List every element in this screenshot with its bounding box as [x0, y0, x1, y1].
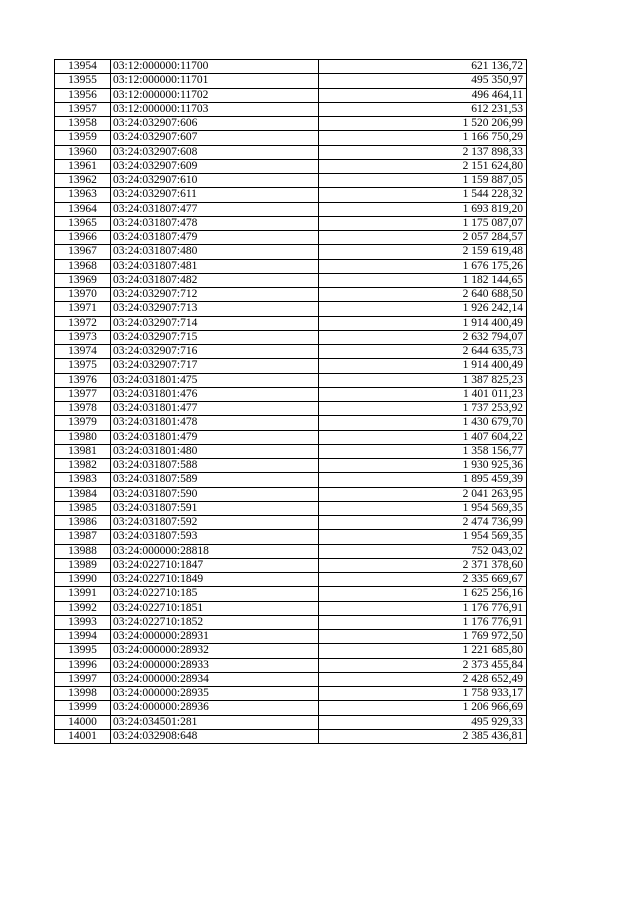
cadastral-number-cell: 03:24:000000:28935: [111, 687, 319, 701]
table-row: [55, 330, 527, 344]
row-number-cell: 13967: [55, 245, 111, 259]
value-cell: 1 758 933,17: [319, 687, 527, 701]
cadastral-number-cell: 03:24:032907:606: [111, 117, 319, 131]
value-cell: 1 166 750,29: [319, 131, 527, 145]
cadastral-number-cell: 03:24:031801:480: [111, 444, 319, 458]
value-cell: 1 769 972,50: [319, 630, 527, 644]
cadastral-number-cell: 03:24:000000:28933: [111, 658, 319, 672]
row-number-cell: 14000: [55, 715, 111, 729]
cadastral-number-cell: 03:24:032907:607: [111, 131, 319, 145]
cadastral-number-cell: 03:24:032907:610: [111, 174, 319, 188]
table-row: [55, 715, 527, 729]
table-row: [55, 60, 527, 74]
table-row: [55, 345, 527, 359]
value-cell: 1 407 604,22: [319, 430, 527, 444]
table-row: [55, 672, 527, 686]
row-number-cell: 13956: [55, 88, 111, 102]
table-row: [55, 259, 527, 273]
cadastral-number-cell: 03:24:031807:592: [111, 516, 319, 530]
cadastral-number-cell: 03:24:031801:477: [111, 402, 319, 416]
cadastral-number-cell: 03:24:032907:715: [111, 330, 319, 344]
table-row: [55, 473, 527, 487]
value-cell: 1 175 087,07: [319, 216, 527, 230]
value-cell: 1 358 156,77: [319, 444, 527, 458]
row-number-cell: 14001: [55, 729, 111, 743]
value-cell: 1 182 144,65: [319, 273, 527, 287]
row-number-cell: 13979: [55, 416, 111, 430]
row-number-cell: 13970: [55, 288, 111, 302]
table-row: [55, 245, 527, 259]
table-row: [55, 131, 527, 145]
row-number-cell: 13980: [55, 430, 111, 444]
table-row: [55, 316, 527, 330]
row-number-cell: 13965: [55, 216, 111, 230]
data-table: [54, 59, 527, 744]
row-number-cell: 13994: [55, 630, 111, 644]
value-cell: 1 544 228,32: [319, 188, 527, 202]
table-row: [55, 601, 527, 615]
table-row: [55, 530, 527, 544]
table-row: [55, 288, 527, 302]
table-row: [55, 573, 527, 587]
table-row: [55, 644, 527, 658]
value-cell: 1 737 253,92: [319, 402, 527, 416]
cadastral-number-cell: 03:24:034501:281: [111, 715, 319, 729]
table-row: [55, 658, 527, 672]
cadastral-number-cell: 03:24:031807:589: [111, 473, 319, 487]
value-cell: 2 371 378,60: [319, 558, 527, 572]
table-row: [55, 444, 527, 458]
value-cell: 1 176 776,91: [319, 615, 527, 629]
cadastral-number-cell: 03:24:031807:588: [111, 459, 319, 473]
cadastral-number-cell: 03:24:032907:608: [111, 145, 319, 159]
cadastral-number-cell: 03:24:031807:591: [111, 501, 319, 515]
cadastral-number-cell: 03:12:000000:11703: [111, 102, 319, 116]
table-row: [55, 74, 527, 88]
row-number-cell: 13999: [55, 701, 111, 715]
value-cell: 495 350,97: [319, 74, 527, 88]
value-cell: 1 176 776,91: [319, 601, 527, 615]
row-number-cell: 13962: [55, 174, 111, 188]
cadastral-number-cell: 03:12:000000:11700: [111, 60, 319, 74]
cadastral-number-cell: 03:24:000000:28818: [111, 544, 319, 558]
value-cell: 1 206 966,69: [319, 701, 527, 715]
table-row: [55, 373, 527, 387]
row-number-cell: 13958: [55, 117, 111, 131]
cadastral-number-cell: 03:24:000000:28931: [111, 630, 319, 644]
row-number-cell: 13972: [55, 316, 111, 330]
cadastral-number-cell: 03:24:031807:480: [111, 245, 319, 259]
value-cell: 2 474 736,99: [319, 516, 527, 530]
cadastral-number-cell: 03:24:032907:716: [111, 345, 319, 359]
table-row: [55, 88, 527, 102]
cadastral-number-cell: 03:24:032907:714: [111, 316, 319, 330]
table-row: [55, 416, 527, 430]
row-number-cell: 13961: [55, 159, 111, 173]
table-row: [55, 516, 527, 530]
table-row: [55, 273, 527, 287]
cadastral-number-cell: 03:24:032907:717: [111, 359, 319, 373]
value-cell: 1 625 256,16: [319, 587, 527, 601]
row-number-cell: 13989: [55, 558, 111, 572]
row-number-cell: 13968: [55, 259, 111, 273]
value-cell: 1 895 459,39: [319, 473, 527, 487]
table-row: [55, 188, 527, 202]
table-row: [55, 487, 527, 501]
table-row: [55, 544, 527, 558]
row-number-cell: 13963: [55, 188, 111, 202]
row-number-cell: 13955: [55, 74, 111, 88]
cadastral-number-cell: 03:12:000000:11702: [111, 88, 319, 102]
row-number-cell: 13960: [55, 145, 111, 159]
row-number-cell: 13993: [55, 615, 111, 629]
row-number-cell: 13985: [55, 501, 111, 515]
cadastral-number-cell: 03:24:022710:1852: [111, 615, 319, 629]
table-row: [55, 359, 527, 373]
row-number-cell: 13978: [55, 402, 111, 416]
value-cell: 2 428 652,49: [319, 672, 527, 686]
table-row: [55, 459, 527, 473]
cadastral-number-cell: 03:24:031801:479: [111, 430, 319, 444]
row-number-cell: 13977: [55, 387, 111, 401]
row-number-cell: 13983: [55, 473, 111, 487]
table-row: [55, 402, 527, 416]
value-cell: 1 914 400,49: [319, 316, 527, 330]
value-cell: 1 926 242,14: [319, 302, 527, 316]
cadastral-number-cell: 03:24:000000:28932: [111, 644, 319, 658]
row-number-cell: 13982: [55, 459, 111, 473]
row-number-cell: 13954: [55, 60, 111, 74]
value-cell: 2 632 794,07: [319, 330, 527, 344]
value-cell: 2 151 624,80: [319, 159, 527, 173]
cadastral-number-cell: 03:24:032907:712: [111, 288, 319, 302]
value-cell: 1 401 011,23: [319, 387, 527, 401]
cadastral-number-cell: 03:24:031807:481: [111, 259, 319, 273]
row-number-cell: 13973: [55, 330, 111, 344]
value-cell: 1 520 206,99: [319, 117, 527, 131]
table-row: [55, 159, 527, 173]
value-cell: 495 929,33: [319, 715, 527, 729]
row-number-cell: 13969: [55, 273, 111, 287]
cadastral-number-cell: 03:24:031801:475: [111, 373, 319, 387]
cadastral-number-cell: 03:24:022710:185: [111, 587, 319, 601]
value-cell: 2 644 635,73: [319, 345, 527, 359]
value-cell: 2 041 263,95: [319, 487, 527, 501]
value-cell: 1 693 819,20: [319, 202, 527, 216]
row-number-cell: 13998: [55, 687, 111, 701]
row-number-cell: 13987: [55, 530, 111, 544]
row-number-cell: 13990: [55, 573, 111, 587]
cadastral-number-cell: 03:24:032907:611: [111, 188, 319, 202]
row-number-cell: 13988: [55, 544, 111, 558]
row-number-cell: 13991: [55, 587, 111, 601]
cadastral-number-cell: 03:24:032907:713: [111, 302, 319, 316]
cadastral-number-cell: 03:24:031807:482: [111, 273, 319, 287]
value-cell: 2 640 688,50: [319, 288, 527, 302]
cadastral-number-cell: 03:24:031801:476: [111, 387, 319, 401]
table-row: [55, 558, 527, 572]
value-cell: 2 385 436,81: [319, 729, 527, 743]
row-number-cell: 13964: [55, 202, 111, 216]
row-number-cell: 13995: [55, 644, 111, 658]
value-cell: 2 335 669,67: [319, 573, 527, 587]
table-body: [55, 60, 527, 744]
value-cell: 496 464,11: [319, 88, 527, 102]
table-row: [55, 216, 527, 230]
table-row: [55, 587, 527, 601]
row-number-cell: 13996: [55, 658, 111, 672]
value-cell: 2 373 455,84: [319, 658, 527, 672]
table-row: [55, 174, 527, 188]
table-row: [55, 701, 527, 715]
table-row: [55, 102, 527, 116]
value-cell: 1 676 175,26: [319, 259, 527, 273]
value-cell: 1 387 825,23: [319, 373, 527, 387]
cadastral-number-cell: 03:24:031807:590: [111, 487, 319, 501]
cadastral-number-cell: 03:24:031807:593: [111, 530, 319, 544]
value-cell: 1 914 400,49: [319, 359, 527, 373]
table-row: [55, 302, 527, 316]
cadastral-number-cell: 03:24:022710:1847: [111, 558, 319, 572]
row-number-cell: 13957: [55, 102, 111, 116]
table-row: [55, 117, 527, 131]
row-number-cell: 13971: [55, 302, 111, 316]
table-row: [55, 202, 527, 216]
table-row: [55, 145, 527, 159]
cadastral-number-cell: 03:24:031807:477: [111, 202, 319, 216]
table-row: [55, 729, 527, 743]
table-row: [55, 501, 527, 515]
cadastral-number-cell: 03:24:032907:609: [111, 159, 319, 173]
value-cell: 1 159 887,05: [319, 174, 527, 188]
row-number-cell: 13966: [55, 231, 111, 245]
table-row: [55, 231, 527, 245]
cadastral-number-cell: 03:24:000000:28934: [111, 672, 319, 686]
row-number-cell: 13981: [55, 444, 111, 458]
cadastral-number-cell: 03:24:031807:478: [111, 216, 319, 230]
cadastral-number-cell: 03:24:000000:28936: [111, 701, 319, 715]
cadastral-number-cell: 03:12:000000:11701: [111, 74, 319, 88]
value-cell: 612 231,53: [319, 102, 527, 116]
row-number-cell: 13959: [55, 131, 111, 145]
row-number-cell: 13984: [55, 487, 111, 501]
value-cell: 1 930 925,36: [319, 459, 527, 473]
row-number-cell: 13976: [55, 373, 111, 387]
value-cell: 621 136,72: [319, 60, 527, 74]
value-cell: 1 954 569,35: [319, 530, 527, 544]
value-cell: 1 954 569,35: [319, 501, 527, 515]
row-number-cell: 13974: [55, 345, 111, 359]
cadastral-number-cell: 03:24:022710:1849: [111, 573, 319, 587]
cadastral-number-cell: 03:24:031807:479: [111, 231, 319, 245]
cadastral-number-cell: 03:24:022710:1851: [111, 601, 319, 615]
value-cell: 1 221 685,80: [319, 644, 527, 658]
table-row: [55, 630, 527, 644]
cadastral-number-cell: 03:24:032908:648: [111, 729, 319, 743]
cadastral-number-cell: 03:24:031801:478: [111, 416, 319, 430]
table-row: [55, 387, 527, 401]
table-row: [55, 615, 527, 629]
value-cell: 2 137 898,33: [319, 145, 527, 159]
value-cell: 1 430 679,70: [319, 416, 527, 430]
value-cell: 2 159 619,48: [319, 245, 527, 259]
row-number-cell: 13992: [55, 601, 111, 615]
table-row: [55, 687, 527, 701]
table-row: [55, 430, 527, 444]
row-number-cell: 13986: [55, 516, 111, 530]
value-cell: 2 057 284,57: [319, 231, 527, 245]
row-number-cell: 13975: [55, 359, 111, 373]
row-number-cell: 13997: [55, 672, 111, 686]
value-cell: 752 043,02: [319, 544, 527, 558]
